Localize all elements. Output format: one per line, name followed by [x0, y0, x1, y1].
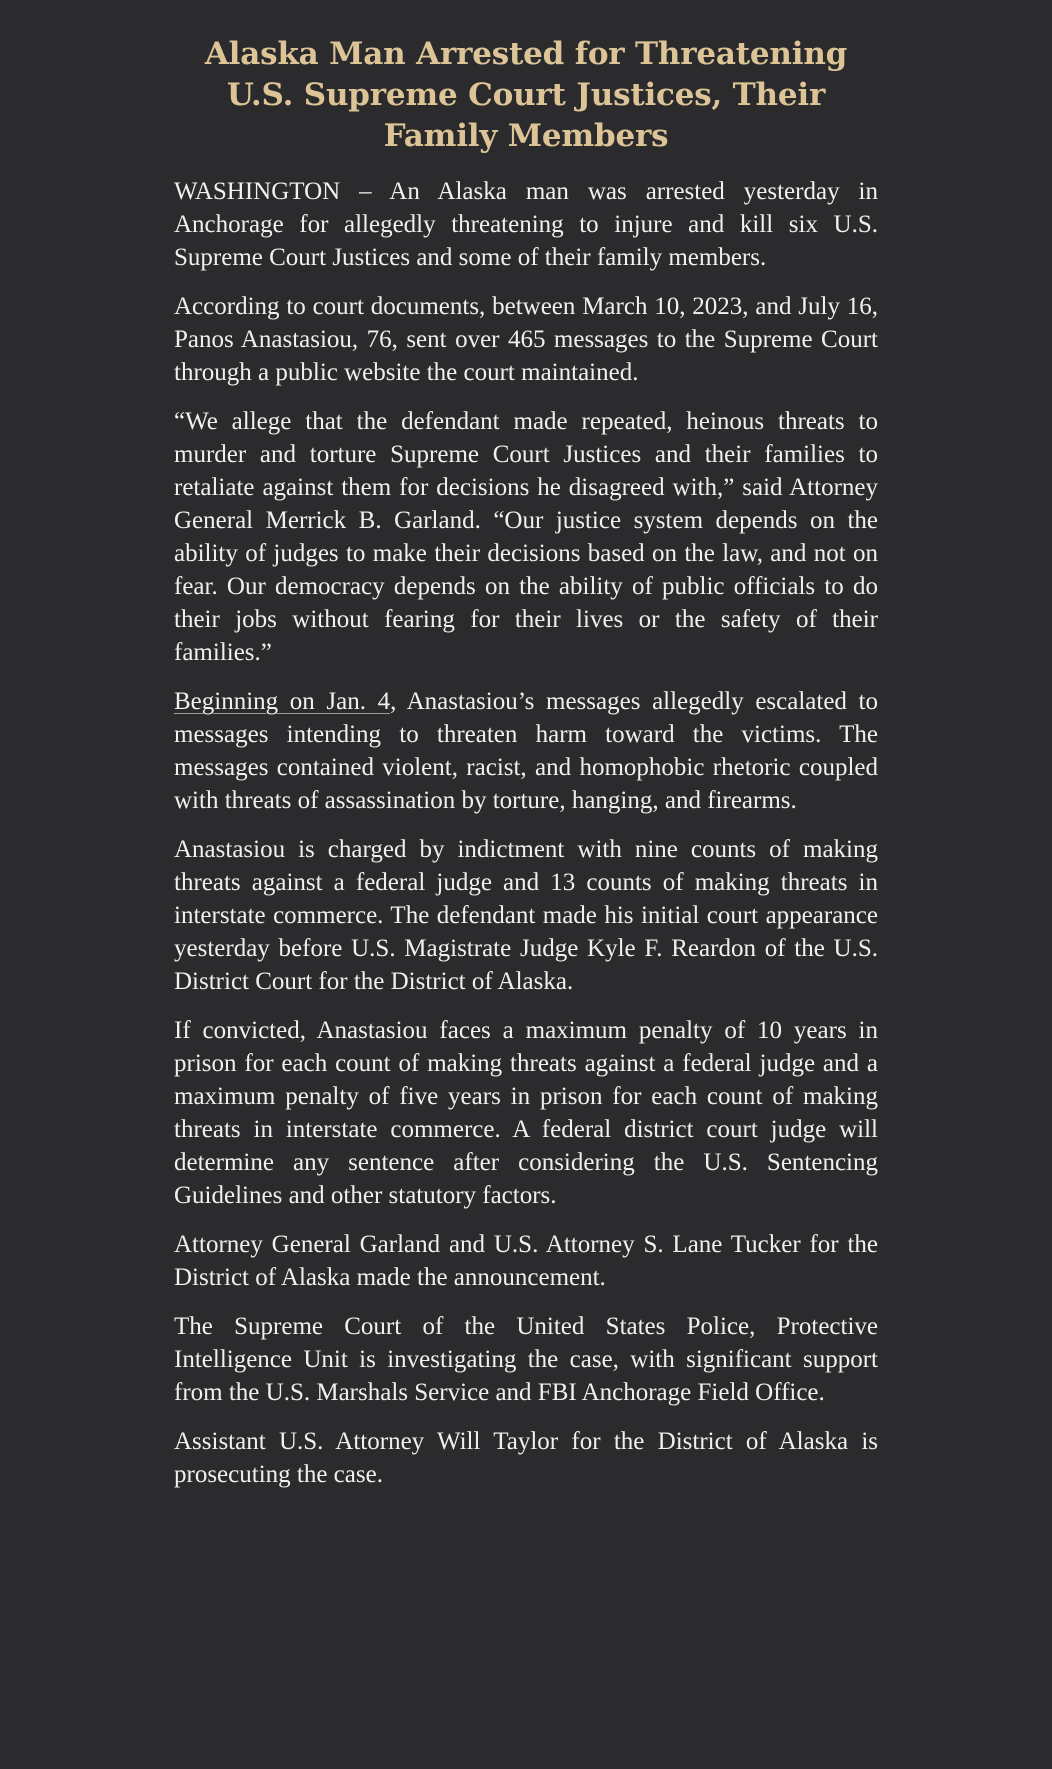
article-title: Alaska Man Arrested for Threatening U.S. Supreme Court Justices, Their Family Members: [204, 36, 848, 154]
indictment-link[interactable]: Beginning on Jan. 4: [174, 688, 391, 715]
article: [174, 0, 878, 1491]
paragraph-escalation: [174, 685, 878, 817]
paragraph-penalties: If convicted, Anastasiou faces a maximum penalty of 10 years in prison for each count of making threats against a federal judge and a maximum penalty of five years in prison for each count of making threats in interstate commerce. A federal district court judge will determine any sentence after considering the U.S. Sentencing Guidelines and other statutory factors.: [174, 1017, 878, 1209]
paragraph-court-documents: According to court documents, between March 10, 2023, and July 16, Panos Anastasiou, 76, sent over 465 messages to the Supreme Court through a public website the court maintained.: [174, 293, 878, 386]
paragraph-garland-quote: “We allege that the defendant made repeated, heinous threats to murder and torture Supreme Court Justices and their families to retaliate against them for decisions he disagreed with,” said Attorney General Merrick B. Garland. “Our justice system depends on the ability of judges to make their decisions based on the law, and not on fear. Our democracy depends on the ability of public officials to do their jobs without fearing for their lives or the safety of their families.”: [174, 408, 878, 666]
paragraph-lede: WASHINGTON – An Alaska man was arrested yesterday in Anchorage for allegedly threatening to injure and kill six U.S. Supreme Court Justices and some of their family members.: [174, 178, 878, 271]
paragraph-prosecution: Assistant U.S. Attorney Will Taylor for the District of Alaska is prosecuting the case.: [174, 1428, 878, 1488]
paragraph-investigation: The Supreme Court of the United States Police, Protective Intelligence Unit is investigating the case, with significant support from the U.S. Marshals Service and FBI Anchorage Field Office.: [174, 1313, 878, 1406]
paragraph-announcement: Attorney General Garland and U.S. Attorney S. Lane Tucker for the District of Alaska made the announcement.: [174, 1231, 878, 1291]
paragraph-charges: Anastasiou is charged by indictment with nine counts of making threats against a federal judge and 13 counts of making threats in interstate commerce. The defendant made his initial court appearance yesterday before U.S. Magistrate Judge Kyle F. Reardon of the U.S. District Court for the District of Alaska.: [174, 836, 878, 995]
paragraph-escalation-text: , Anastasiou’s messages allegedly escalated to messages intending to threaten harm toward the victims. The messages contained violent, racist, and homophobic rhetoric coupled with threats of assassination by torture, hanging, and firearms.: [174, 688, 878, 814]
